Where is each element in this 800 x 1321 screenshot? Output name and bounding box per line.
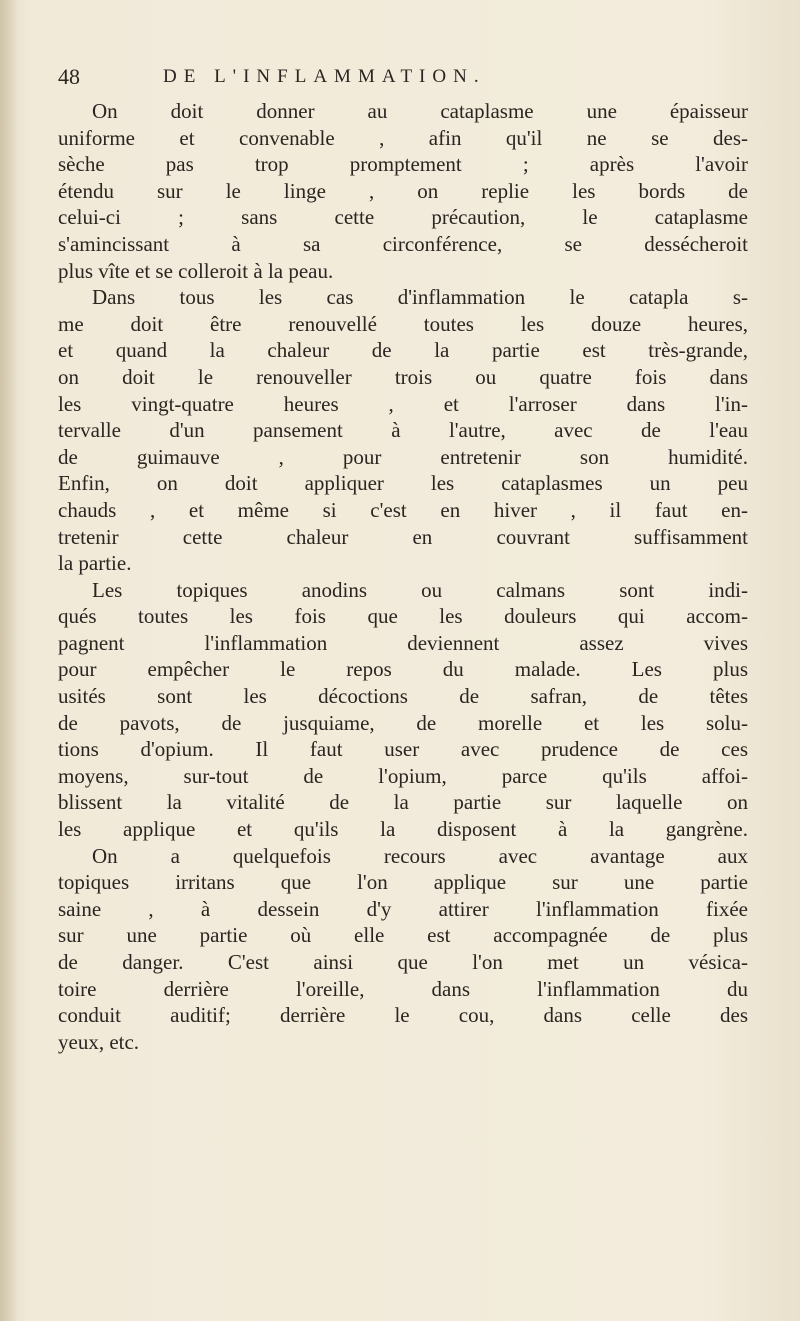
text-line: toire derrière l'oreille, dans l'inflammation du — [58, 976, 748, 1001]
text-line: étendu sur le linge , on replie les bords de — [58, 178, 748, 203]
text-line: tretenir cette chaleur en couvrant suffisamment — [58, 524, 748, 549]
text-line: de danger. C'est ainsi que l'on met un vésica- — [58, 950, 748, 974]
text-line: Les topiques anodins ou calmans sont indi- — [92, 577, 748, 602]
text-line: yeux, etc. — [58, 1029, 140, 1054]
text-line: la partie. — [58, 551, 132, 576]
text-line: conduit auditif; derrière le cou, dans celle des — [58, 1003, 748, 1028]
text-line: on doit le renouveller trois ou quatre fois dans — [58, 364, 748, 389]
text-line: de guimauve , pour entretenir son humidité. — [58, 444, 748, 469]
body-text — [58, 98, 748, 1055]
text-line: sur une partie où elle est accompagnée de plus — [58, 923, 748, 948]
text-line: usités sont les décoctions de safran, de têtes — [58, 684, 748, 709]
text-line: On doit donner au cataplasme une épaisseur — [92, 99, 748, 123]
text-line: et quand la chaleur de la partie est très-grande, — [58, 338, 748, 363]
page-number: 48 — [58, 64, 80, 89]
text-line: pour empêcher le repos du malade. Les plus — [58, 657, 748, 682]
page-binding-shadow — [0, 0, 18, 1321]
text-line: uniforme et convenable , afin qu'il ne se des- — [58, 125, 748, 150]
text-line: tervalle d'un pansement à l'autre, avec de l'eau — [58, 418, 748, 443]
text-line: plus vîte et se colleroit à la peau. — [58, 258, 334, 283]
text-line: tions d'opium. Il faut user avec prudence de ces — [58, 737, 748, 762]
text-line: topiques irritans que l'on applique sur une partie — [58, 870, 748, 895]
text-line: qués toutes les fois que les douleurs qui accom- — [58, 604, 748, 629]
text-line: les vingt-quatre heures , et l'arroser dans l'in- — [58, 391, 748, 416]
text-line: pagnent l'inflammation deviennent assez vives — [58, 630, 748, 655]
text-line: celui-ci ; sans cette précaution, le cataplasme — [58, 205, 748, 230]
text-line: sèche pas trop promptement ; après l'avoir — [58, 152, 748, 177]
text-line: blissent la vitalité de la partie sur laquelle on — [58, 790, 748, 815]
text-line: saine , à dessein d'y attirer l'inflammation fixée — [58, 896, 748, 921]
text-line: les applique et qu'ils la disposent à la gangrène. — [58, 817, 748, 842]
text-line: Enfin, on doit appliquer les cataplasmes un peu — [58, 471, 748, 496]
text-line: s'amincissant à sa circonférence, se dessécheroit — [58, 231, 748, 256]
text-line: me doit être renouvellé toutes les douze heures, — [58, 311, 748, 336]
text-line: chauds , et même si c'est en hiver , il faut en- — [58, 497, 748, 522]
text-line: Dans tous les cas d'inflammation le catapla s- — [92, 285, 748, 310]
text-line: moyens, sur-tout de l'opium, parce qu'ils affoi- — [58, 763, 748, 788]
text-line: On a quelquefois recours avec avantage aux — [92, 843, 748, 868]
running-title: DE L'INFLAMMATION. — [163, 66, 486, 87]
page-header — [58, 64, 748, 94]
text-line: de pavots, de jusquiame, de morelle et les solu- — [58, 710, 748, 735]
